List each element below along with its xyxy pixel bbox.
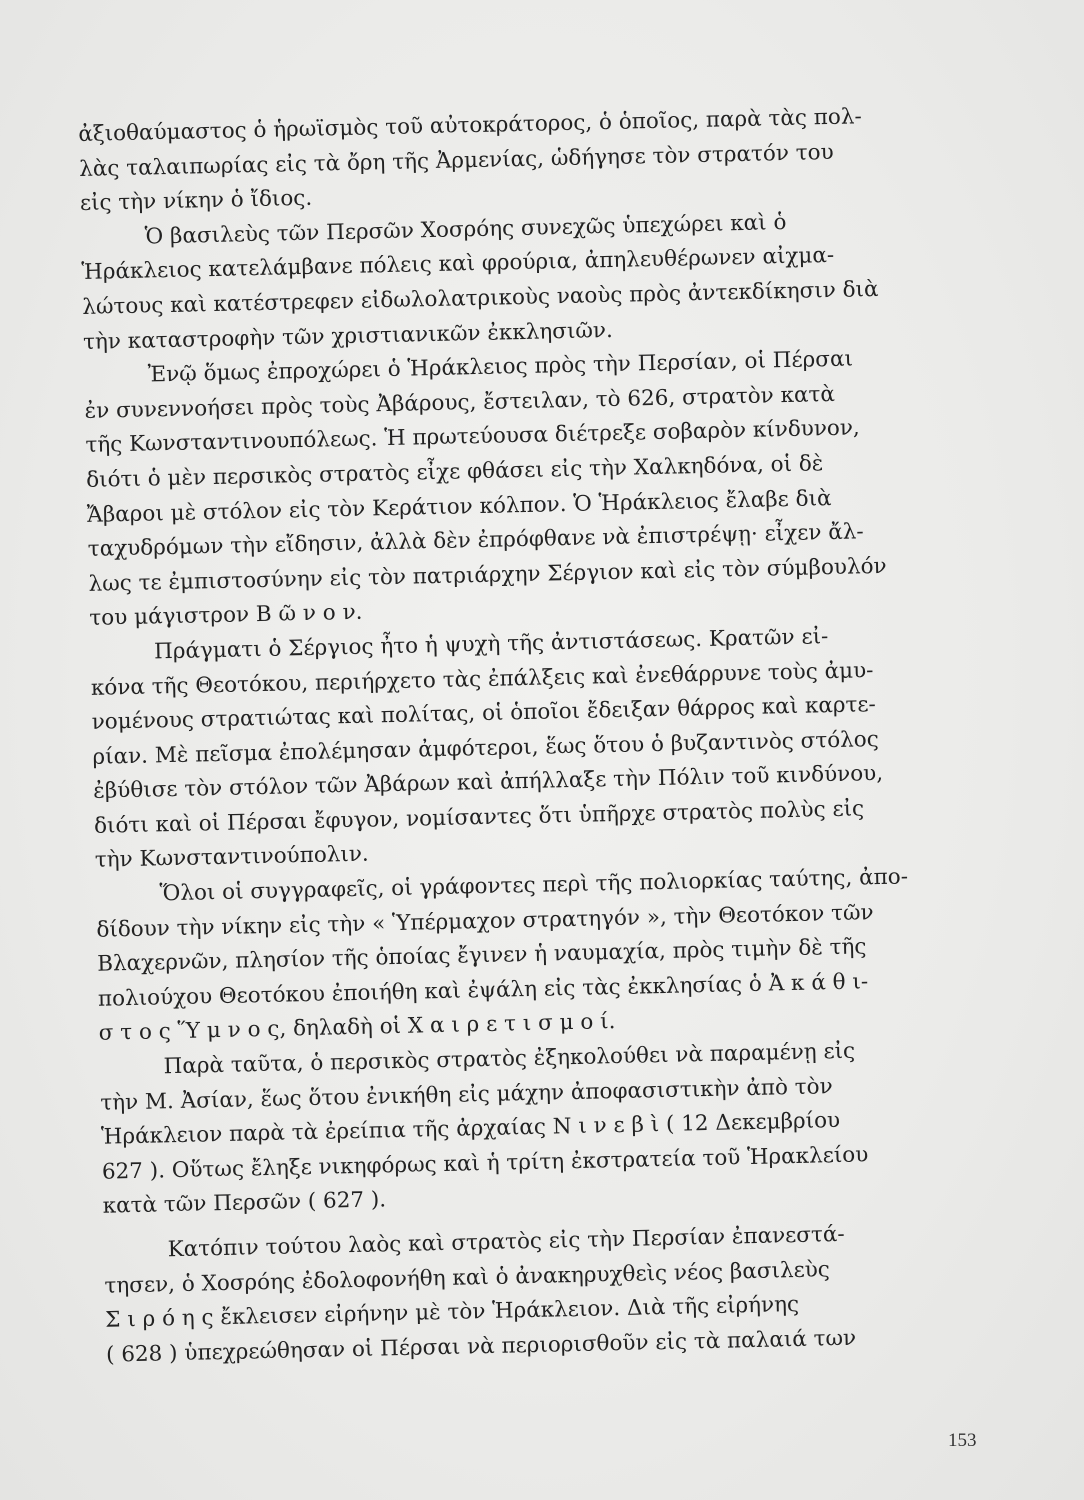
text-line: σ τ ο ς Ὕ μ ν ο ς, δηλαδὴ οἱ Χ α ι ρ ε τ ι σ μ ο ί. [98, 1009, 616, 1047]
text-line: τὴν καταστροφὴν τῶν χριστιανικῶν ἐκκλησιῶν. [82, 317, 614, 355]
text-line: λὰς ταλαιπωρίας εἰς τὰ ὄρη τῆς Ἀρμενίας, ὡδήγησε τὸν στρατόν του [78, 139, 834, 182]
page-number: 153 [948, 1430, 977, 1451]
text-line: τὴν Κωνσταντινούπολιν. [94, 842, 370, 874]
text-line: δίδουν τὴν νίκην εἰς τὴν « Ὑπέρμαχον στρατηγόν », τὴν Θεοτόκον τῶν [96, 899, 874, 943]
text-line: Ὅλοι οἱ συγγραφεῖς, οἱ γράφοντες περὶ τῆς πολιορκίας ταύτης, ἀπο- [159, 864, 909, 907]
text-line: Ἡράκλειον παρὰ τὰ ἐρείπια τῆς ἀρχαίας Ν ι ν ε β ὶ ( 12 Δεκεμβρίου [100, 1108, 841, 1150]
text-line: τησεν, ὁ Χοσρόης ἐδολοφονήθη καὶ ὁ ἀνακηρυχθεὶς νέος βασιλεὺς [104, 1256, 831, 1299]
text-line: Ὁ βασιλεὺς τῶν Περσῶν Χοσρόης συνεχῶς ὑπεχώρει καὶ ὁ [144, 209, 787, 250]
text-line: λως τε ἐμπιστοσύνην εἰς τὸν πατριάρχην Σέργιον καὶ εἰς τὸν σύμβουλόν [88, 553, 887, 597]
text-line: διότι καὶ οἱ Πέρσαι ἔφυγον, νομίσαντες ὅτι ὑπῆρχε στρατὸς πολὺς εἰς [93, 796, 865, 839]
text-line: Βλαχερνῶν, πλησίον τῆς ὁποίας ἔγινεν ἡ ναυμαχία, πρὸς τιμὴν δὲ τῆς [96, 934, 867, 978]
text-line: ( 628 ) ὑπεχρεώθησαν οἱ Πέρσαι νὰ περιορισθοῦν εἰς τὰ παλαιά των [105, 1325, 857, 1368]
text-line: ἀξιοθαύμαστος ὁ ἡρωϊσμὸς τοῦ αὐτοκράτορος, ὁ ὁποῖος, παρὰ τὰς πολ- [78, 104, 863, 147]
text-line: Πράγματι ὁ Σέργιος ἦτο ἡ ψυχὴ τῆς ἀντιστάσεως. Κρατῶν εἰ- [153, 624, 829, 665]
text-line: Παρὰ ταῦτα, ὁ περσικὸς στρατὸς ἐξηκολούθει νὰ παραμένῃ εἰς [163, 1038, 856, 1080]
text-line: του μάγιστρον Β ῶ ν ο ν. [89, 599, 363, 632]
text-line: ρίαν. Μὲ πεῖσμα ἐπολέμησαν ἀμφότεροι, ἕως ὅτου ὁ βυζαντινὸς στόλος [92, 726, 880, 770]
text-line: Ἐνῷ ὅμως ἐπροχώρει ὁ Ἡράκλειος πρὸς τὴν Περσίαν, οἱ Πέρσαι [147, 346, 854, 388]
text-line: κατὰ τῶν Περσῶν ( 627 ). [102, 1187, 387, 1220]
text-line: τῆς Κωνσταντινουπόλεως. Ἡ πρωτεύουσα διέτρεξε σοβαρὸν κίνδυνον, [85, 415, 861, 459]
text-line: Σ ι ρ ό η ς ἔκλεισεν εἰρήνην μὲ τὸν Ἡράκλειον. Διὰ τῆς εἰρήνης [105, 1292, 800, 1333]
text-line: ταχυδρόμων τὴν εἴδησιν, ἀλλὰ δὲν ἐπρόφθανε νὰ ἐπιστρέψῃ· εἶχεν ἄλ- [87, 519, 864, 563]
text-line: εἰς τὴν νίκην ὁ ἴδιος. [79, 185, 313, 217]
text-line: ἐβύθισε τὸν στόλον τῶν Ἀβάρων καὶ ἀπήλλαξε τὴν Πόλιν τοῦ κινδύνου, [93, 761, 884, 805]
text-line: νομένους στρατιώτας καὶ πολίτας, οἱ ὁποῖοι ἔδειξαν θάρρος καὶ καρτε- [91, 692, 877, 735]
text-line: κόνα τῆς Θεοτόκου, περιήρχετο τὰς ἐπάλξεις καὶ ἐνεθάρρυνε τοὺς ἀμυ- [90, 657, 874, 701]
text-line: τὴν Μ. Ἀσίαν, ἕως ὅτου ἐνικήθη εἰς μάχην ἀποφασιστικὴν ἀπὸ τὸν [100, 1073, 833, 1116]
text-line: Ἡράκλειος κατελάμβανε πόλεις καὶ φρούρια, ἀπηλευθέρωνεν αἰχμα- [81, 243, 835, 286]
text-line: πολιούχου Θεοτόκου ἐποιήθη καὶ ἐψάλη εἰς τὰς ἐκκλησίας ὁ Ἀ κ ά θ ι- [97, 969, 869, 1012]
text-line: 627 ). Οὕτως ἔληξε νικηφόρως καὶ ἡ τρίτη ἐκστρατεία τοῦ Ἡρακλείου [101, 1142, 869, 1185]
text-line: λώτους καὶ κατέστρεφεν εἰδωλολατρικοὺς ναοὺς πρὸς ἀντεκδίκησιν διὰ [82, 276, 879, 320]
text-line: ἐν συνεννοήσει πρὸς τοὺς Ἀβάρους, ἔστειλαν, τὸ 626, στρατὸν κατὰ [84, 381, 836, 424]
text-line: διότι ὁ μὲν περσικὸς στρατὸς εἶχε φθάσει εἰς τὴν Χαλκηδόνα, οἱ δὲ [85, 451, 824, 493]
text-line: Κατόπιν τούτου λαὸς καὶ στρατὸς εἰς τὴν Περσίαν ἐπανεστά- [167, 1221, 845, 1263]
text-line: Ἄβαροι μὲ στόλον εἰς τὸν Κεράτιον κόλπον. Ὁ Ἡράκλειος ἔλαβε διὰ [86, 485, 832, 528]
body-text [78, 97, 1011, 1373]
